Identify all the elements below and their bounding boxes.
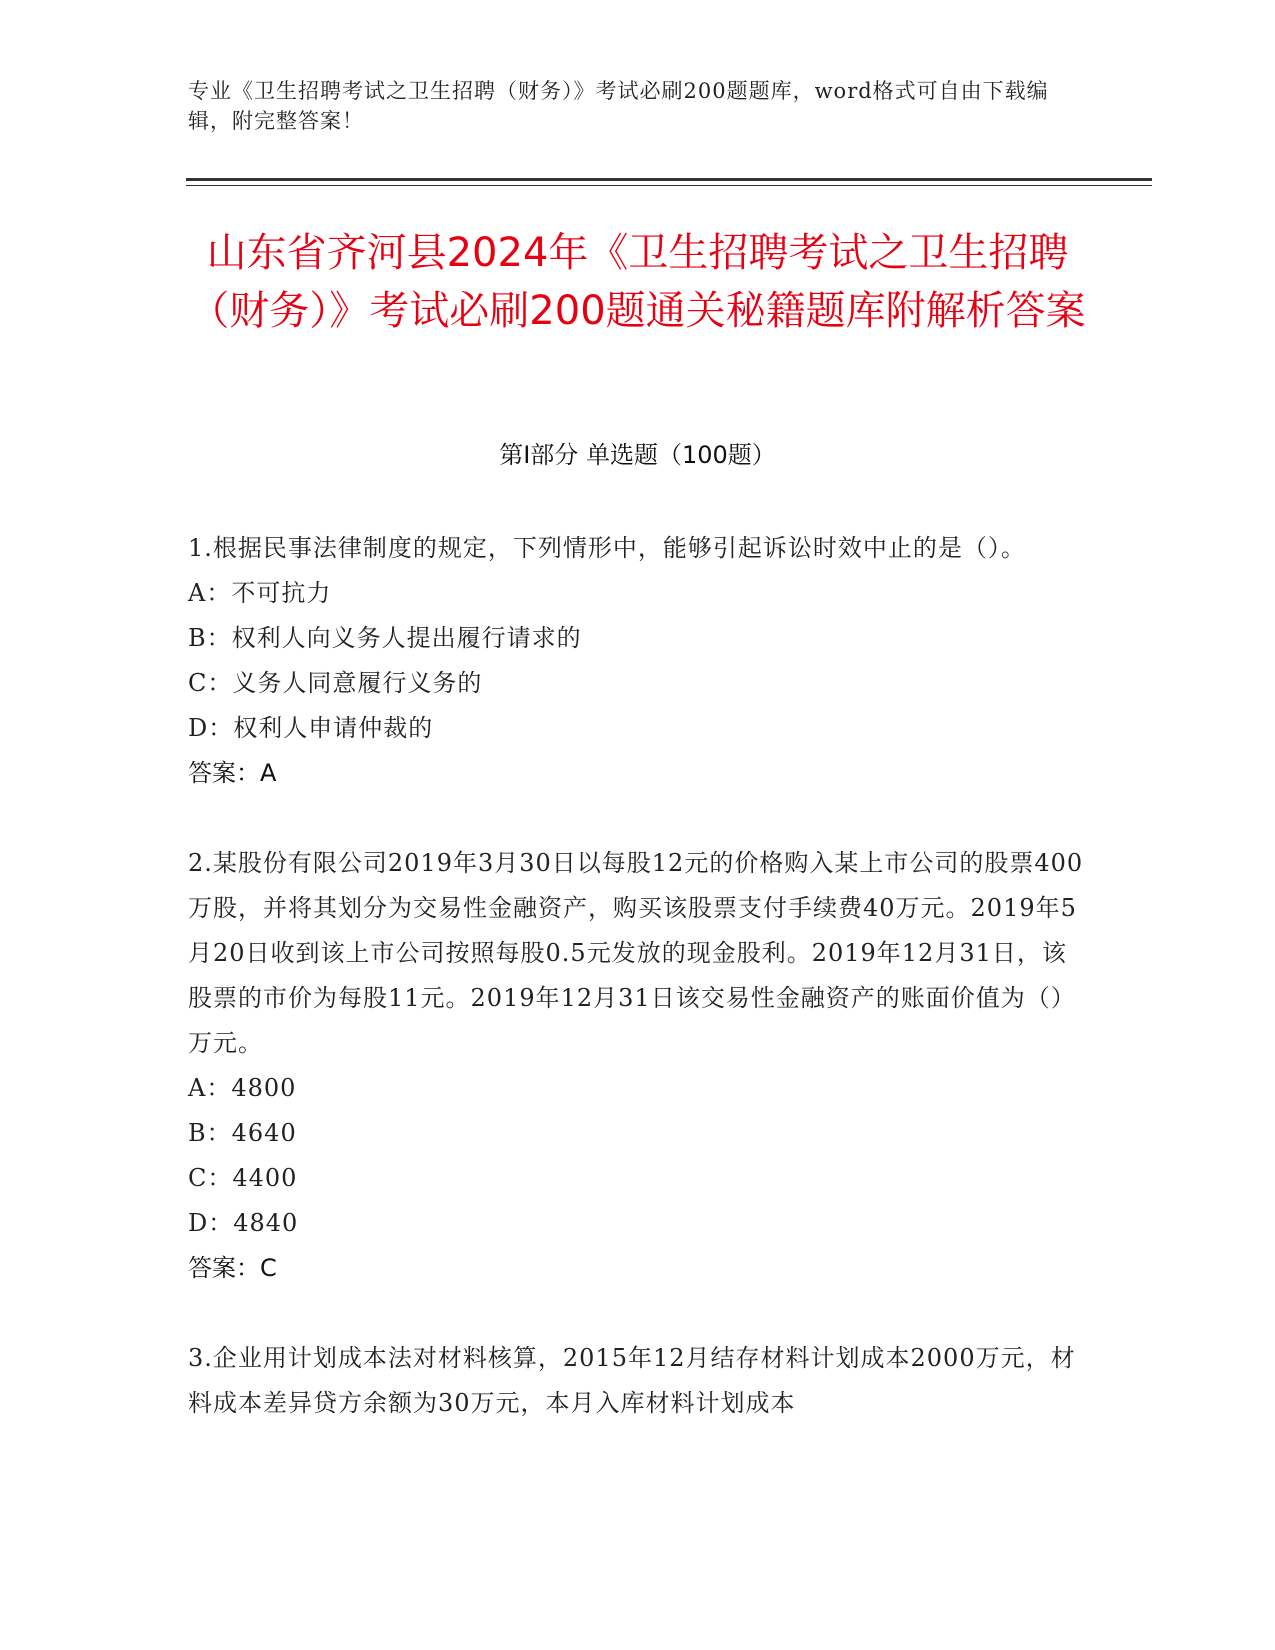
question-stem: 3.企业用计划成本法对材料核算，2015年12月结存材料计划成本2000万元，材料成本差异贷方余额为30万元，本月入库材料计划成本 [188, 1344, 1076, 1417]
option-a: A：不可抗力 [188, 579, 332, 607]
document-title: 山东省齐河县2024年《卫生招聘考试之卫生招聘（财务）》考试必刷200题通关秘籍题库附解析答案 [189, 230, 1086, 334]
question-item [188, 1336, 1088, 1426]
option-a: A：4800 [188, 1074, 297, 1102]
answer-line: 答案：C [188, 1254, 277, 1282]
option-c: C：义务人同意履行义务的 [188, 669, 483, 697]
option-d: D：4840 [188, 1209, 299, 1237]
question-item [188, 841, 1088, 1291]
question-stem: 2.某股份有限公司2019年3月30日以每股12元的价格购入某上市公司的股票400万股，并将其划分为交易性金融资产，购买该股票支付手续费40万元。2019年5月20日收到该上市公司按照每股0.5元发放的现金股利。2019年12月31日，该股票的市价为每股11元。2019年12月31日该交易性金融资产的账面价值为（）万元。 [188, 849, 1084, 1057]
answer-line: 答案：A [188, 759, 277, 787]
question-stem: 1.根据民事法律制度的规定，下列情形中，能够引起诉讼时效中止的是（）。 [188, 534, 1026, 562]
option-c: C：4400 [188, 1164, 298, 1192]
option-d: D：权利人申请仲裁的 [188, 714, 434, 742]
option-b: B：4640 [188, 1119, 297, 1147]
header-divider-thin [186, 185, 1152, 186]
header-divider-thick [186, 178, 1152, 181]
option-b: B：权利人向义务人提出履行请求的 [188, 624, 582, 652]
question-item [188, 526, 1088, 796]
header-note: 专业《卫生招聘考试之卫生招聘（财务）》考试必刷200题题库，word格式可自由下载编辑，附完整答案！ [188, 79, 1049, 133]
question-list [188, 526, 1088, 1471]
section-title: 第Ⅰ部分 单选题（100题） [499, 441, 776, 469]
